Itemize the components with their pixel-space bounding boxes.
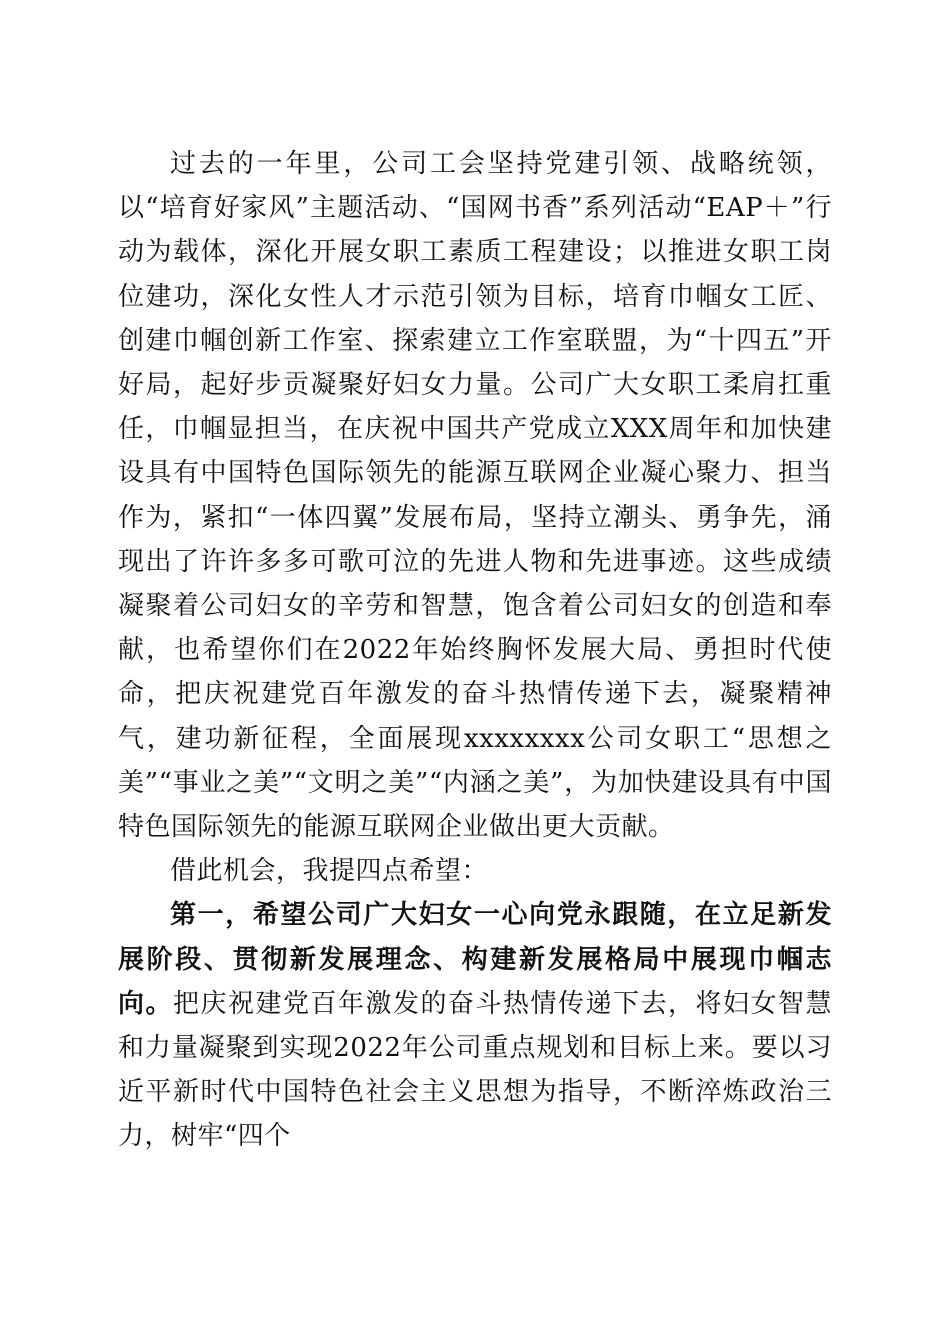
first-hope-body: 把庆祝建党百年激发的奋斗热情传递下去，将妇女智慧和力量凝聚到实现2022年公司重点规划和目标上来。要以习近平新时代中国特色社会主义思想为指导，不断淬炼政治三力，树牢“四个 <box>118 988 832 1152</box>
document-body <box>118 142 832 1159</box>
paragraph-first-hope <box>118 893 832 1158</box>
paragraph-intro-hopes: 借此机会，我提四点希望： <box>170 856 489 887</box>
first-hope-heading: 第一，希望公司广大妇女一心向党永跟随，在立足新发展阶段、贯彻新发展理念、构建新发展格局中展现巾帼志向。 <box>118 900 832 1019</box>
paragraph-summary: 过去的一年里，公司工会坚持党建引领、战略统领，以“培育好家风”主题活动、“国网书香”系列活动“EAP＋”行动为载体，深化开展女职工素质工程建设；以推进女职工岗位建功，深化女性人才示范引领为目标，培育巾帼女工匠、创建巾帼创新工作室、探索建立工作室联盟，为“十四五”开好局，起好步贡凝聚好妇女力量。公司广大女职工柔肩扛重任，巾帼显担当，在庆祝中国共产党成立XXX周年和加快建设具有中国特色国际领先的能源互联网企业凝心聚力、担当作为，紧扣“一体四翼”发展布局，坚持立潮头、勇争先，涌现出了许许多多可歌可泣的先进人物和先进事迹。这些成绩凝聚着公司妇女的辛劳和智慧，饱含着公司妇女的创造和奉献，也希望你们在2022年始终胸怀发展大局、勇担时代使命，把庆祝建党百年激发的奋斗热情传递下去，凝聚精神气，建功新征程，全面展现xxxxxxxx公司女职工“思想之美”“事业之美”“文明之美”“内涵之美”，为加快建设具有中国特色国际领先的能源互联网企业做出更大贡献。 <box>118 149 832 843</box>
